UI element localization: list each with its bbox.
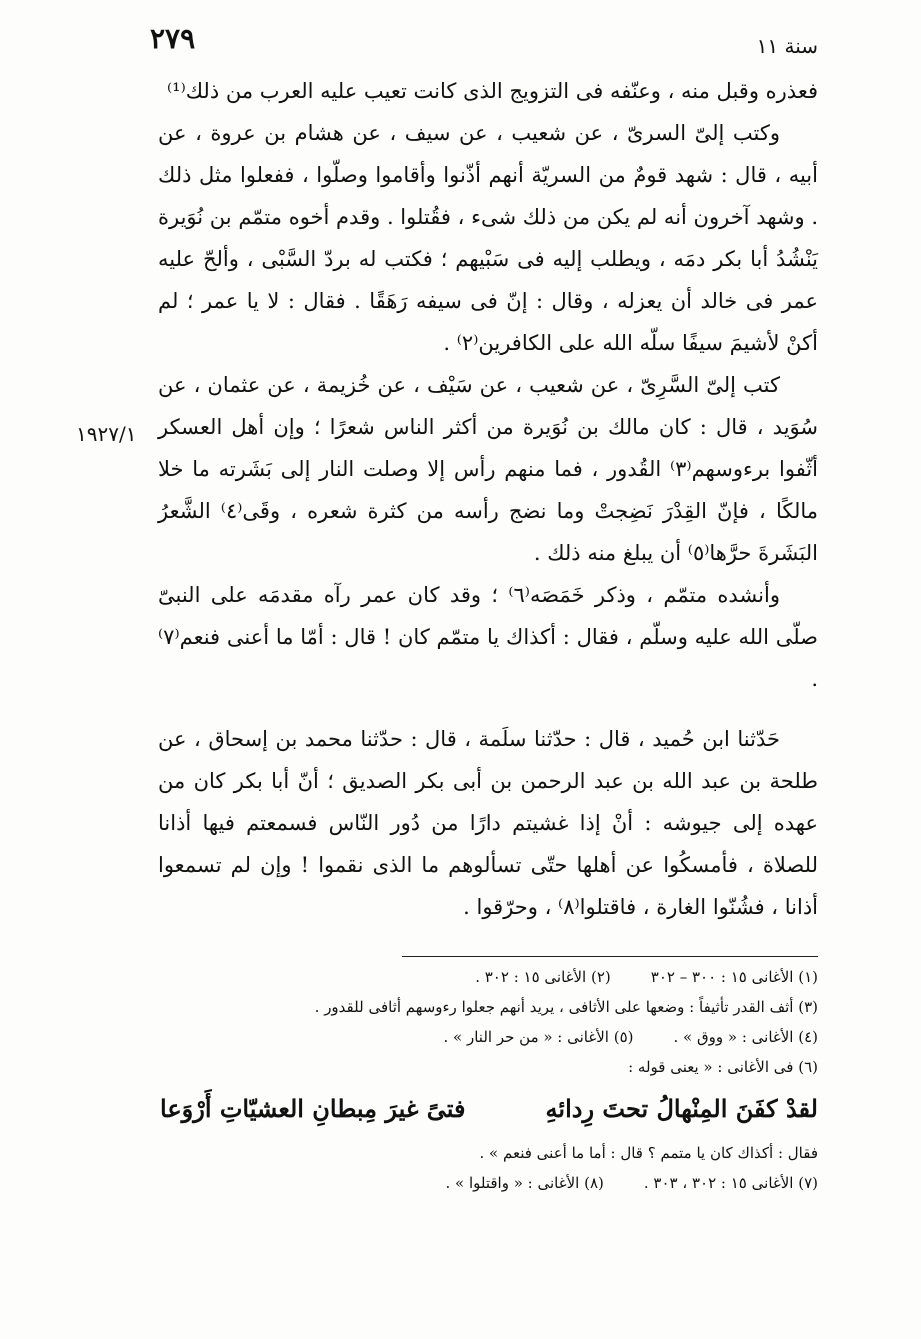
footnote-6-continuation: فقال : أكذاك كان يا متمم ؟ قال : أما ما أعنى فنعم » . [479, 1144, 818, 1162]
footnote-row-1-2 [160, 962, 818, 992]
footnote-2: (٢) الأغانى ١٥ : ٣٠٢ . [475, 968, 611, 986]
page-number: ٢٧٩ [150, 22, 196, 55]
poetry-verse [160, 1082, 818, 1138]
footnote-1: (١) الأغانى ١٥ : ٣٠٠ – ٣٠٢ [650, 968, 818, 986]
running-head: سنة ١١ [756, 34, 818, 58]
footnote-6: (٦) فى الأغانى : « يعنى قوله : [628, 1058, 818, 1076]
page-header [150, 22, 818, 62]
footnote-7: (٧) الأغانى ١٥ : ٣٠٢ ، ٣٠٣ . [643, 1174, 818, 1192]
footnote-8: (٨) الأغانى : « واقتلوا » . [445, 1174, 604, 1192]
footnote-4: (٤) الأغانى : « ووق » . [673, 1028, 818, 1046]
margin-year-reference: ١٩٢٧/١ [76, 422, 137, 446]
footnote-3: (٣) أثف القدر تأثيفاً : وضعها على الأثافى ، يريد أنهم جعلوا رءوسهم أثافى للقدور . [314, 998, 818, 1016]
verse-second-hemistich: فتىً غيرَ مِبطانِ العشيّاتِ أَرْوَعا [160, 1094, 466, 1123]
paragraph-5: حَدّثنا ابن حُميد ، قال : حدّثنا سلَمة ، قال : حدّثنا محمد بن إسحاق ، عن طلحة بن عبد الله بن عبد الرحمن بن أبى بكر الصديق ؛ أنّ أبا بكر كان من عهده إلى جيوشه : أنْ إذا غشيتم دارًا من دُور النّاس فسمعتم فيها أذانا للصلاة ، فأمسكُوا عن أهلها حتّى تسألوهم ما الذى نقموا ! وإن لم تسمعوا أذانا ، فشُنّوا الغارة ، فاقتلوا⁽٨⁾ ، وحرّقوا . [158, 727, 818, 919]
footnote-separator [402, 956, 818, 957]
footnote-row-4-5 [160, 1022, 818, 1052]
paragraph-4: وأنشده متمّم ، وذكر خَمَصَه⁽٦⁾ ؛ وقد كان عمر رآه مقدمَه على النبىّ صلّى الله عليه وسلّم ، فقال : أكذاك يا متمّم كان ! قال : أمّا ما أعنى فنعم⁽٧⁾ . [158, 583, 818, 691]
footnote-5: (٥) الأغانى : « من حر النار » . [443, 1028, 634, 1046]
paragraph-1: فعذره وقبل منه ، وعنّفه فى التزويج الذى كانت تعيب عليه العرب من ذلك⁽¹⁾ [166, 79, 818, 103]
footnote-row-7-8 [160, 1168, 818, 1198]
paragraph-3: كتب إلىّ السَّرِىّ ، عن شعيب ، عن سَيْف ، عن خُزيمة ، عن عثمان ، عن سُوَيد ، قال : كان مالك بن نُوَيرة من أكثر الناس شعرًا ؛ وإن أهل العسكر أثّفوا برءوسهم⁽٣⁾ القُدور ، فما منهم رأس إلا وصلت النار إلى بَشَرته ما خلا مالكًا ، فإنّ القِدْرَ نَضِجتْ وما نضج رأسه من كثرة شعره ، وقَى⁽٤⁾ الشَّعرُ البَشَرةَ حرَّها⁽٥⁾ أن يبلغ منه ذلك . [158, 373, 818, 565]
paragraph-2: وكتب إلىّ السرىّ ، عن شعيب ، عن سيف ، عن هشام بن عروة ، عن أبيه ، قال : شهد قومٌ من السريّة أنهم أذّنوا وأقاموا وصلّوا ، ففعلوا مثل ذلك . وشهد آخرون أنه لم يكن من ذلك شىء ، فقُتلوا . وقدم أخوه متمّم بن نُوَيرة يَنْشُدُ أبا بكر دمَه ، ويطلب إليه فى سَبْيهم ؛ فكتب له بردّ السَّبْى ، وألحّ عليه عمر فى خالد أن يعزله ، وقال : إنّ فى سيفه رَهَقًا . فقال : لا يا عمر ؛ لم أكنْ لأشيمَ سيفًا سلّه الله على الكافرين⁽٢⁾ . [158, 121, 818, 355]
footnotes [160, 962, 818, 1198]
verse-first-hemistich: لقدْ كفَنَ المِنْهالُ تحتَ رِدائهِ [545, 1094, 818, 1123]
body-text [158, 70, 818, 928]
